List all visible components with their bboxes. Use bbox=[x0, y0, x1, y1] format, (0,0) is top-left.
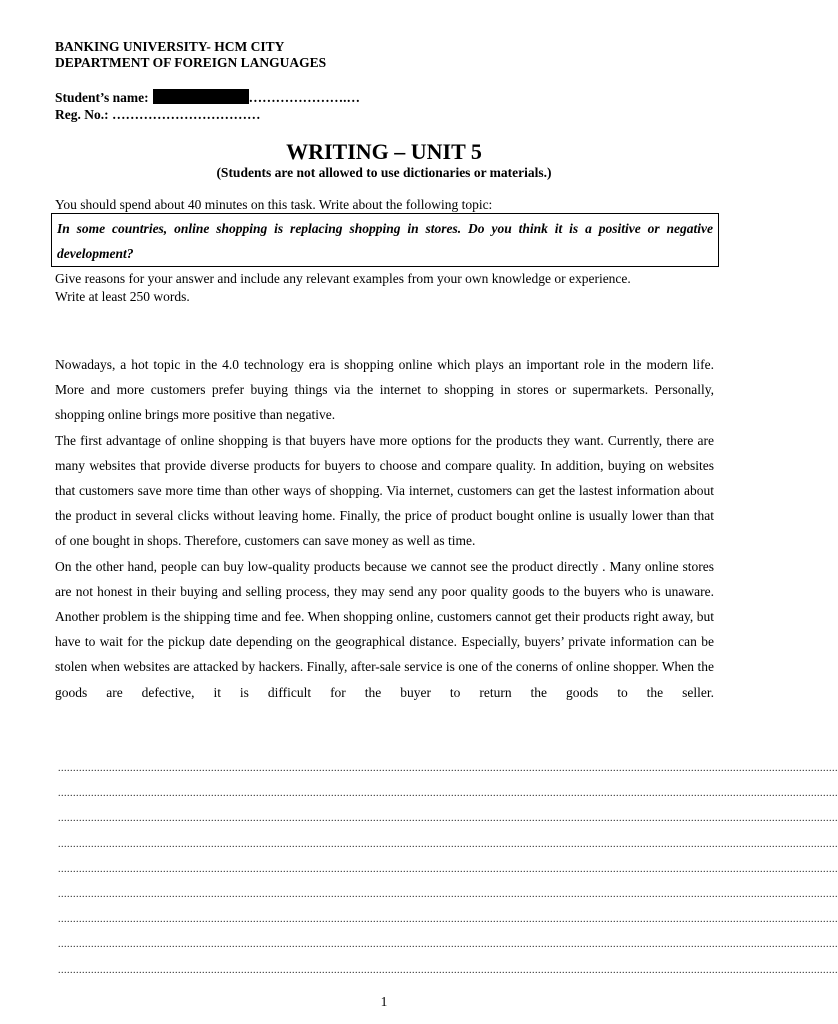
task-instructions bbox=[55, 270, 715, 306]
essay-paragraph-1: Nowadays, a hot topic in the 4.0 technology era is shopping online which plays an important role in the modern life. More and more customers prefer buying things via the internet to shopping in stores or supermarkets. Personally, shopping online brings more positive than negative. bbox=[55, 357, 714, 423]
reg-no-label: Reg. No.: bbox=[55, 107, 109, 122]
essay-paragraph-3: On the other hand, people can buy low-quality products because we cannot see the product directly . Many online stores are not honest in their buying and selling process, they may send any poor quality goods to the buyers who is unaware. Another problem is the shipping time and fee. When shopping online, customers cannot get their products right away, but have to wait for the pickup date depending on the geographical distance. Especially, buyers’ private information can be stolen when websites are attacked by hackers. Finally, after-sale service is one of the conerns of online shopper. When the goods are defective, it is difficult for the buyer to return the goods to the seller. bbox=[55, 558, 714, 700]
dotted-line: .................................................................................................................................................................................................................................................................... bbox=[58, 914, 838, 926]
document-header bbox=[55, 39, 326, 71]
student-info bbox=[55, 89, 360, 123]
essay-body bbox=[55, 352, 714, 705]
redacted-name-block bbox=[153, 89, 249, 104]
student-name-row bbox=[55, 89, 360, 106]
page-number: 1 bbox=[380, 994, 388, 1009]
dotted-line: .................................................................................................................................................................................................................................................................... bbox=[58, 939, 838, 951]
student-name-label: Student’s name: bbox=[55, 90, 149, 105]
student-name-dots: ………………….… bbox=[248, 90, 361, 105]
university-name: BANKING UNIVERSITY- HCM CITY bbox=[55, 39, 285, 54]
reg-no-dots: …………………………… bbox=[112, 107, 261, 122]
dotted-line: .................................................................................................................................................................................................................................................................... bbox=[58, 788, 838, 800]
dotted-line: .................................................................................................................................................................................................................................................................... bbox=[58, 863, 838, 875]
blank-answer-lines bbox=[58, 762, 838, 989]
instructions-reasons: Give reasons for your answer and include any relevant examples from your own knowledge or experience. bbox=[55, 271, 631, 286]
dotted-line: .................................................................................................................................................................................................................................................................... bbox=[58, 813, 838, 825]
instructions-word-count: Write at least 250 words. bbox=[55, 289, 190, 304]
essay-paragraph-2: The first advantage of online shopping is that buyers have more options for the products they want. Currently, there are many websites that provide diverse products for buyers to choose and compare quality. In addition, buying on websites that customers save more time than other ways of shopping. Via internet, customers can get the lastest information about the product in several clicks without leaving home. Finally, the price of product bought online is usually lower than that of one bought in shops. Therefore, customers can save money as well as time. bbox=[55, 432, 714, 549]
dotted-line: .................................................................................................................................................................................................................................................................... bbox=[58, 964, 838, 976]
page-title: WRITING – UNIT 5 bbox=[286, 139, 482, 164]
dotted-line: .................................................................................................................................................................................................................................................................... bbox=[58, 838, 838, 850]
department-name: DEPARTMENT OF FOREIGN LANGUAGES bbox=[55, 55, 327, 70]
page-subtitle: (Students are not allowed to use dictionaries or materials.) bbox=[216, 165, 552, 180]
topic-box: In some countries, online shopping is replacing shopping in stores. Do you think it is a positive or negative development? bbox=[51, 213, 719, 267]
dotted-line: .................................................................................................................................................................................................................................................................... bbox=[58, 888, 838, 900]
dotted-line: .................................................................................................................................................................................................................................................................... bbox=[58, 763, 838, 774]
reg-no-row bbox=[55, 106, 360, 123]
task-intro: You should spend about 40 minutes on this task. Write about the following topic: bbox=[55, 197, 493, 212]
